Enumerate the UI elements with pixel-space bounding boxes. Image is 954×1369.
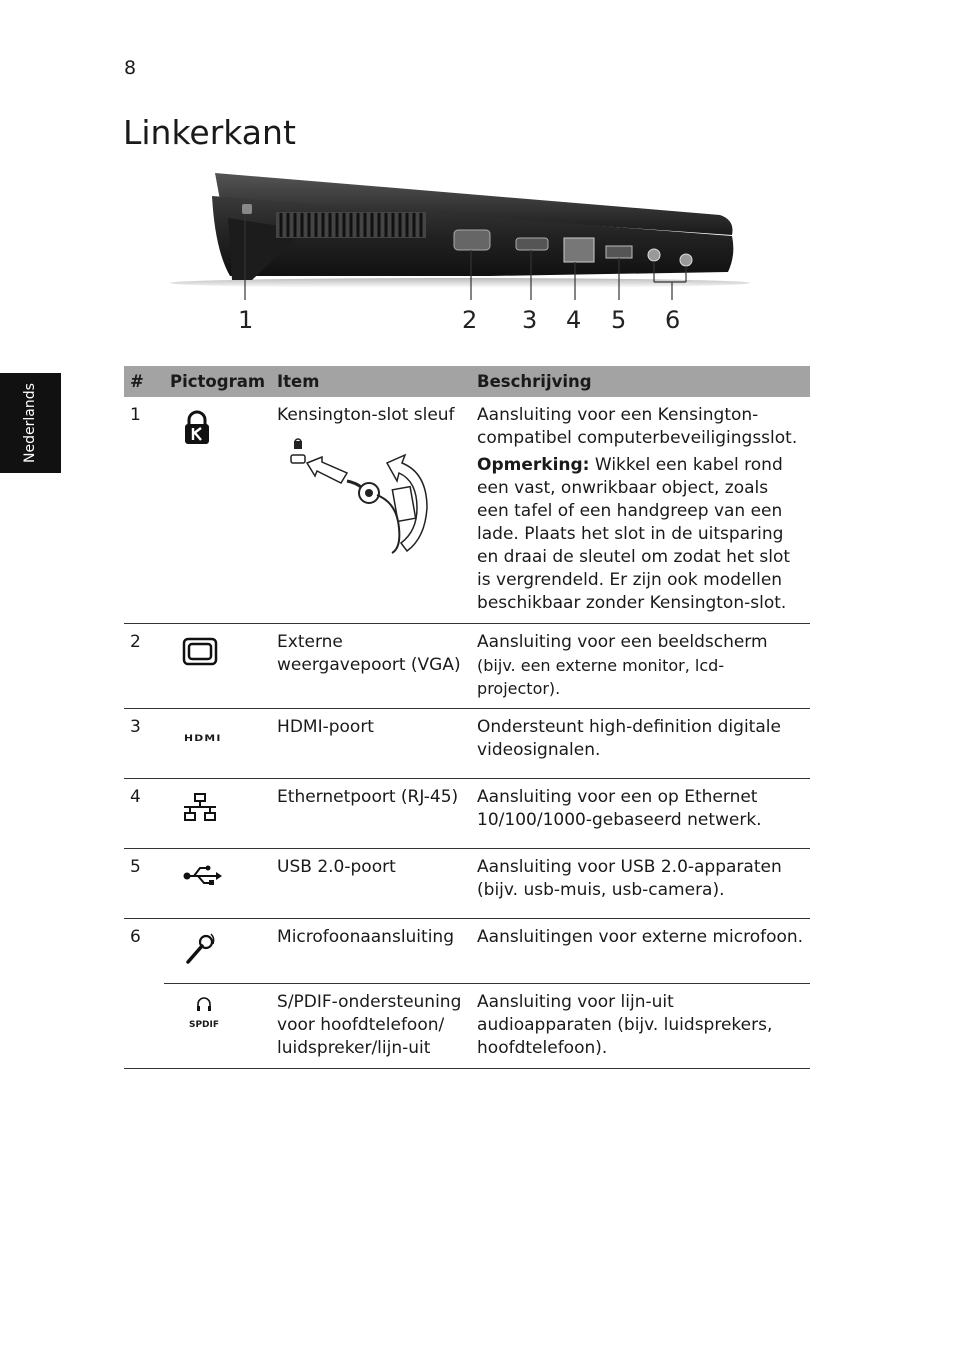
row-item: Ethernetpoort (RJ-45) xyxy=(271,779,471,849)
row-number: 3 xyxy=(124,709,164,779)
table-row xyxy=(124,397,810,624)
vga-port-icon xyxy=(182,637,218,667)
row-description-cell xyxy=(471,624,810,709)
row-icon-cell xyxy=(164,779,271,849)
row-description: Aansluiting voor een op Ethernet 10/100/1000-gebaseerd netwerk. xyxy=(471,779,810,849)
callout-2: 2 xyxy=(462,306,478,334)
row-number: 1 xyxy=(124,397,164,624)
microphone-icon xyxy=(182,932,216,966)
vga-port-figure xyxy=(454,230,490,250)
usb-icon xyxy=(182,862,222,888)
vent-grille xyxy=(276,212,426,238)
ethernet-icon xyxy=(182,792,218,824)
callout-6: 6 xyxy=(665,306,681,334)
table-row xyxy=(124,624,810,709)
note-label: Opmerking: xyxy=(477,455,590,475)
row-number: 4 xyxy=(124,779,164,849)
row-item-cell xyxy=(271,397,471,624)
row-number: 2 xyxy=(124,624,164,709)
hdmi-icon: HDMI xyxy=(184,734,222,744)
kensington-slot-figure xyxy=(242,204,252,214)
row-description: Aansluiting voor een Kensington-compatibel computerbeveiligingsslot. xyxy=(477,405,798,448)
hdmi-port-figure xyxy=(516,238,548,250)
language-side-tab-label: Nederlands xyxy=(22,383,38,463)
row-item: Kensington-slot sleuf xyxy=(277,405,455,425)
header-description: Beschrijving xyxy=(471,366,810,397)
row-item: Microfoonaansluiting xyxy=(271,919,471,984)
row-item: Externe weergavepoort (VGA) xyxy=(271,624,471,709)
usb-port-figure xyxy=(606,246,632,258)
table-header-row xyxy=(124,366,810,397)
note-text: Wikkel een kabel rond een vast, onwrikbaar object, zoals een tafel of een handgreep van een lade. Plaats het slot in de uitsparing en draai de sleutel om zodat het slot is vergrendeld. Er zijn ook modellen beschikbaar zonder Kensington-slot. xyxy=(477,455,791,613)
callout-4: 4 xyxy=(566,306,582,334)
header-icon: Pictogram xyxy=(164,366,271,397)
page-title: Linkerkant xyxy=(123,113,296,152)
row-icon-cell xyxy=(164,397,271,624)
table-row xyxy=(124,709,810,779)
callout-5: 5 xyxy=(611,306,627,334)
row-number: 5 xyxy=(124,849,164,919)
callout-3: 3 xyxy=(522,306,538,334)
spdif-jack-figure xyxy=(680,254,692,266)
laptop-shadow xyxy=(170,278,750,288)
callout-1: 1 xyxy=(238,306,254,334)
kensington-lock-icon xyxy=(182,410,212,446)
row-description-cell xyxy=(471,397,810,624)
table-row xyxy=(124,849,810,919)
table-row xyxy=(124,779,810,849)
mic-jack-figure xyxy=(648,249,660,261)
table-row xyxy=(124,984,810,1069)
row-icon-cell xyxy=(164,624,271,709)
laptop-left-side-figure xyxy=(160,160,760,350)
row-number: 6 xyxy=(124,919,164,1069)
row-item: USB 2.0-poort xyxy=(271,849,471,919)
row-icon-cell xyxy=(164,984,271,1069)
language-side-tab xyxy=(0,373,61,473)
header-item: Item xyxy=(271,366,471,397)
ethernet-port-figure xyxy=(564,238,594,262)
row-item: HDMI-poort xyxy=(271,709,471,779)
ports-table xyxy=(124,366,810,1069)
row-note xyxy=(477,454,804,615)
spdif-label: SPDIF xyxy=(188,1020,220,1030)
row-icon-cell xyxy=(164,709,271,779)
row-description-detail: (bijv. een externe monitor, lcd-projector). xyxy=(477,656,725,698)
row-item: S/PDIF-ondersteuning voor hoofdtelefoon/ luidspreker/lijn-uit xyxy=(271,984,471,1069)
page-number: 8 xyxy=(124,57,137,79)
header-number: # xyxy=(124,366,164,397)
table-row xyxy=(124,919,810,984)
row-icon-cell xyxy=(164,919,271,984)
row-description: Aansluiting voor een beeldscherm xyxy=(477,632,768,652)
headphone-icon xyxy=(196,997,212,1011)
kensington-lock-illustration xyxy=(277,433,447,558)
row-description: Ondersteunt high-definition digitale videosignalen. xyxy=(471,709,810,779)
row-description: Aansluiting voor lijn-uit audioapparaten (bijv. luidsprekers, hoofdtelefoon). xyxy=(471,984,810,1069)
row-description: Aansluitingen voor externe microfoon. xyxy=(471,919,810,984)
row-description: Aansluiting voor USB 2.0-apparaten (bijv. usb-muis, usb-camera). xyxy=(471,849,810,919)
row-icon-cell xyxy=(164,849,271,919)
spdif-headphone-icon xyxy=(184,997,224,1037)
